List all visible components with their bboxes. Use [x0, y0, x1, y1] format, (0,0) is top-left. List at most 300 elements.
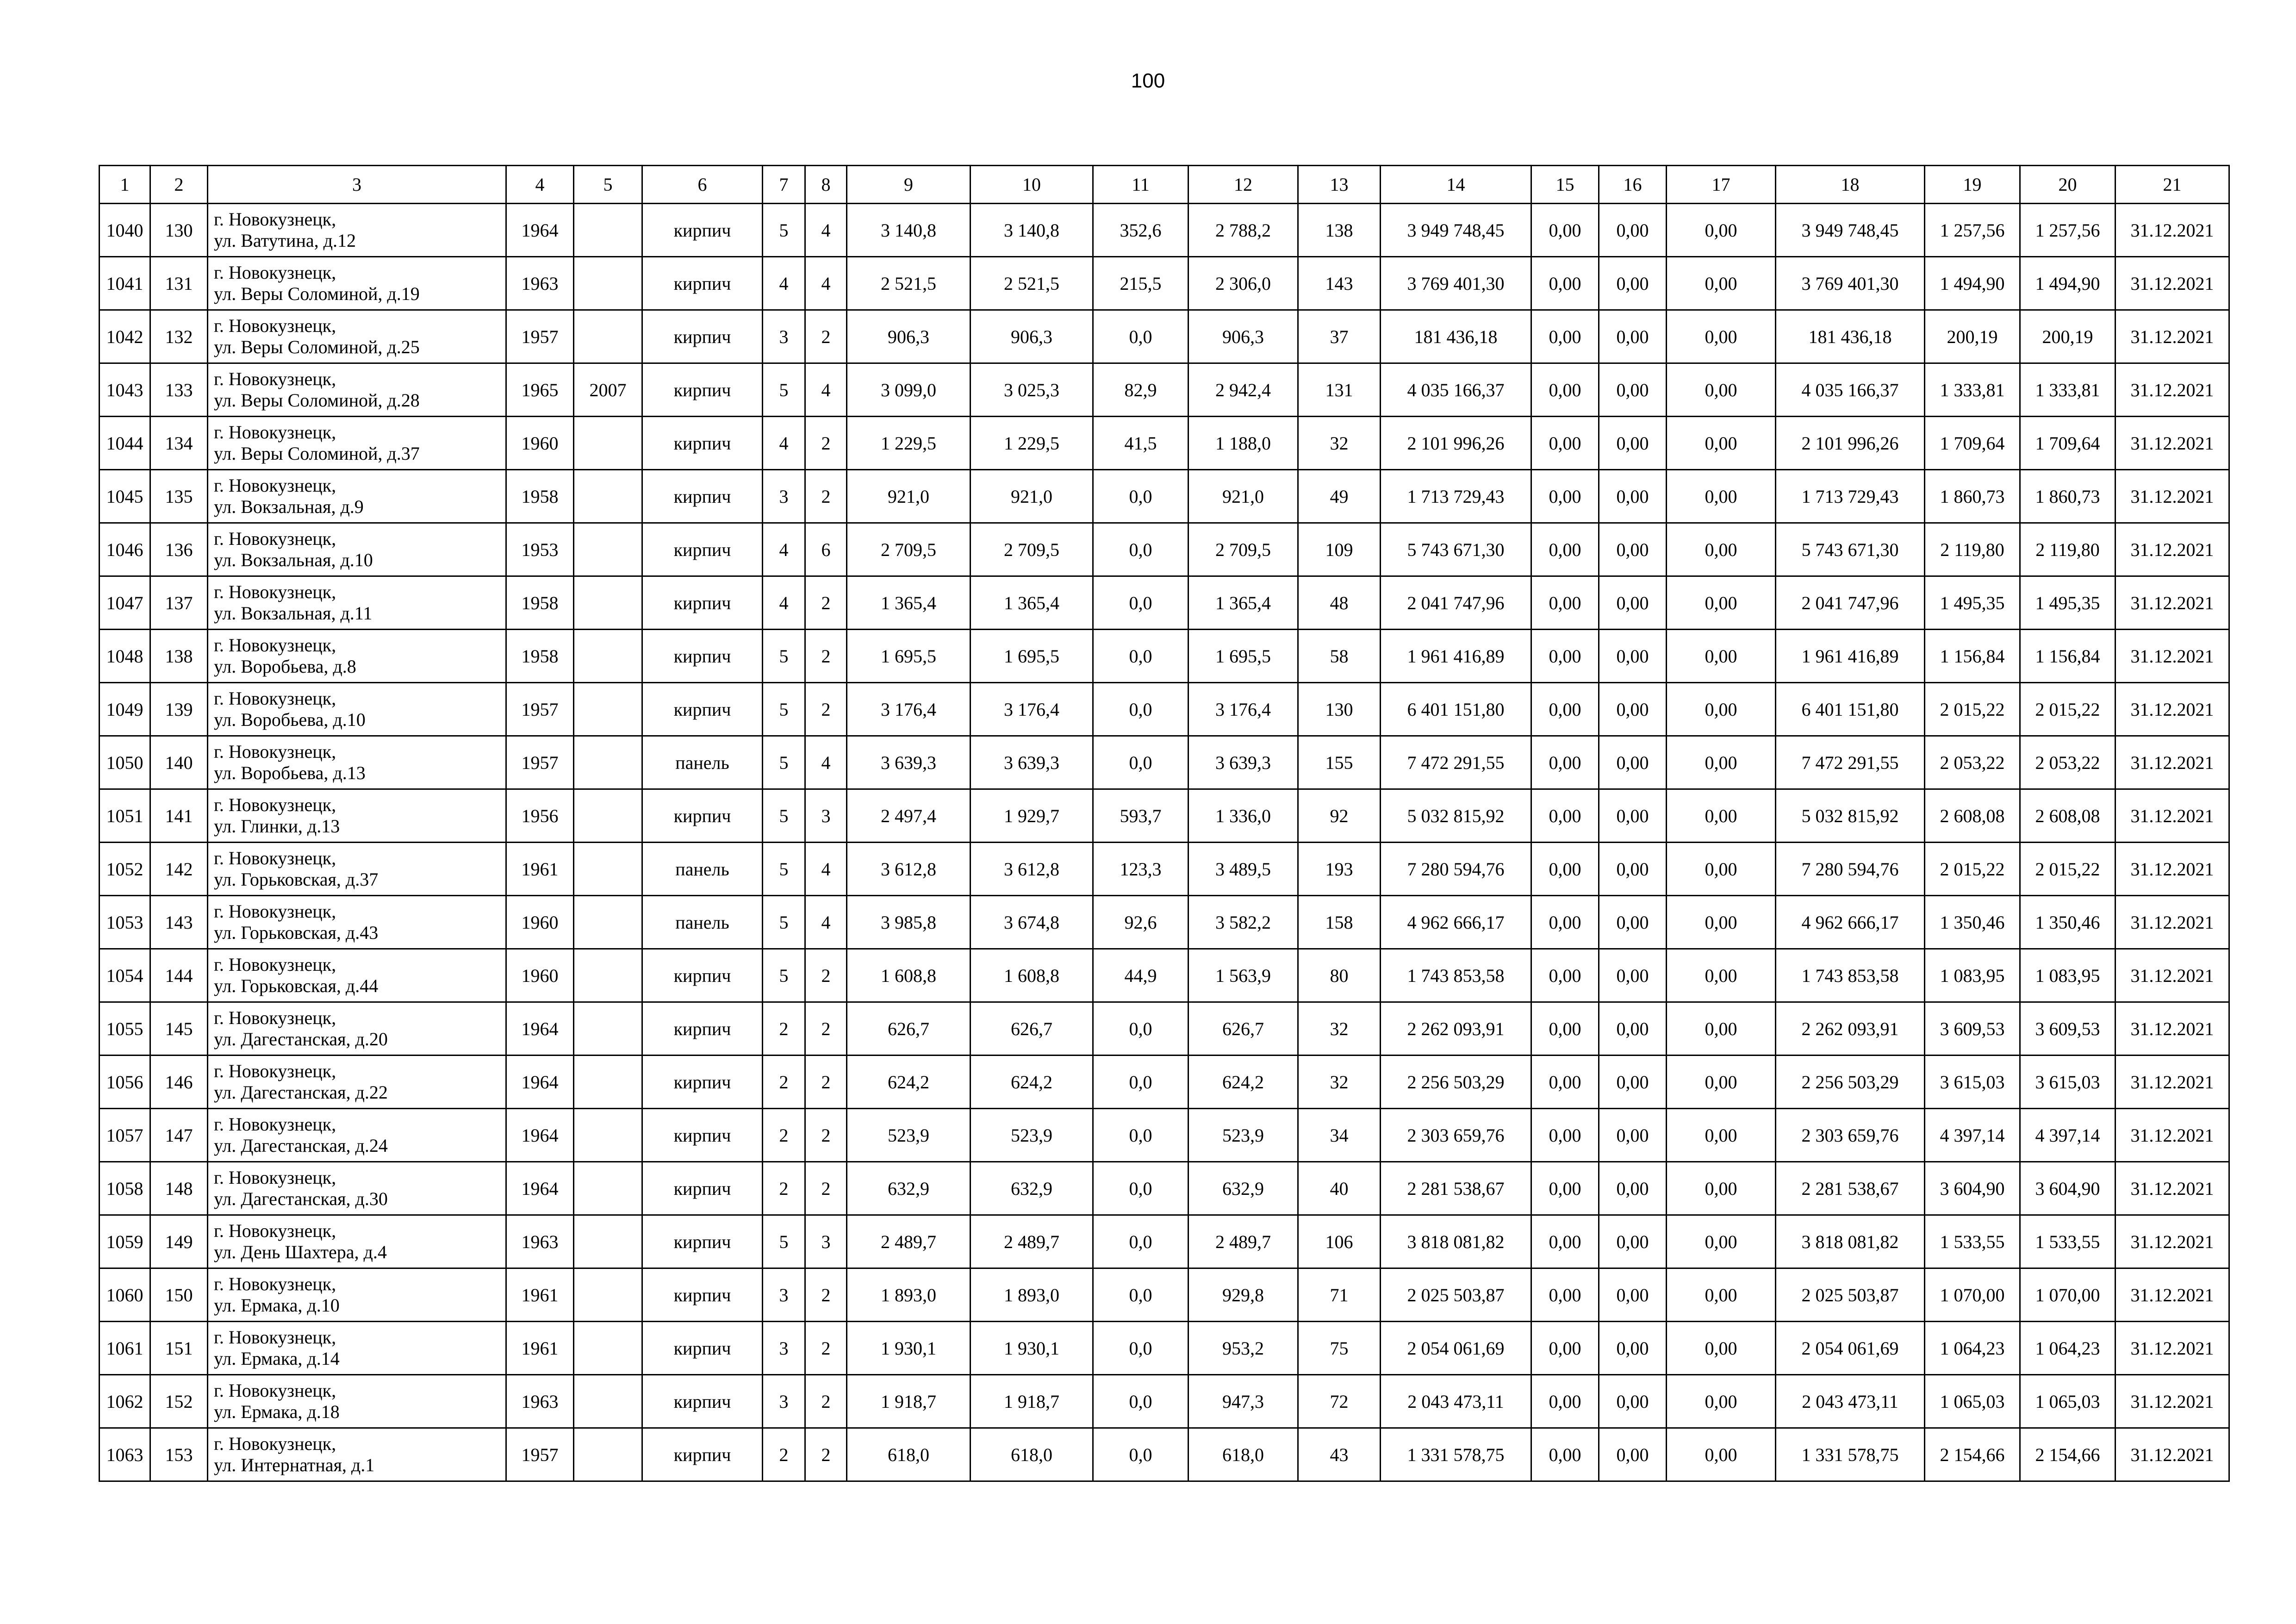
column-header-9: 9: [847, 166, 971, 204]
cell-col-20: 1 070,00: [2020, 1268, 2116, 1322]
cell-col-5: [574, 949, 642, 1002]
cell-col-9: 624,2: [847, 1056, 971, 1109]
address-cell: [208, 1002, 506, 1056]
table-row: [100, 736, 2229, 789]
cell-col-4: 1957: [506, 1428, 574, 1481]
cell-col-9: 2 521,5: [847, 257, 971, 310]
cell-col-16: 0,00: [1599, 789, 1667, 843]
address-cell: [208, 949, 506, 1002]
cell-col-7: 2: [763, 1056, 805, 1109]
address-street: ул. Вокзальная, д.10: [214, 550, 373, 570]
cell-col-5: [574, 470, 642, 523]
cell-col-17: 0,00: [1667, 417, 1776, 470]
cell-col-17: 0,00: [1667, 1162, 1776, 1215]
cell-col-19: 1 333,81: [1925, 363, 2020, 417]
cell-col-20: 1 333,81: [2020, 363, 2116, 417]
cell-col-21: 31.12.2021: [2116, 789, 2229, 843]
cell-col-6: кирпич: [642, 1002, 763, 1056]
cell-col-14: 2 256 503,29: [1381, 1056, 1531, 1109]
cell-col-18: 2 025 503,87: [1776, 1268, 1925, 1322]
table-row: [100, 1109, 2229, 1162]
cell-col-8: 2: [805, 310, 847, 363]
cell-col-4: 1957: [506, 683, 574, 736]
cell-col-9: 3 140,8: [847, 204, 971, 257]
table-row: [100, 789, 2229, 843]
cell-col-14: 3 949 748,45: [1381, 204, 1531, 257]
cell-col-15: 0,00: [1531, 523, 1599, 576]
cell-col-19: 3 609,53: [1925, 1002, 2020, 1056]
cell-col-6: кирпич: [642, 630, 763, 683]
cell-col-19: 1 350,46: [1925, 896, 2020, 949]
cell-col-21: 31.12.2021: [2116, 417, 2229, 470]
column-header-6: 6: [642, 166, 763, 204]
cell-col-8: 2: [805, 417, 847, 470]
cell-col-21: 31.12.2021: [2116, 949, 2229, 1002]
cell-col-5: [574, 896, 642, 949]
cell-col-10: 632,9: [971, 1162, 1093, 1215]
cell-col-11: 0,0: [1093, 310, 1188, 363]
cell-col-12: 624,2: [1188, 1056, 1298, 1109]
cell-col-1: 1042: [100, 310, 150, 363]
cell-col-5: [574, 683, 642, 736]
cell-col-8: 2: [805, 470, 847, 523]
cell-col-14: 2 043 473,11: [1381, 1375, 1531, 1428]
cell-col-10: 1 608,8: [971, 949, 1093, 1002]
cell-col-11: 593,7: [1093, 789, 1188, 843]
cell-col-5: [574, 417, 642, 470]
cell-col-1: 1046: [100, 523, 150, 576]
address-city: г. Новокузнецк,: [214, 1220, 336, 1241]
column-header-20: 20: [2020, 166, 2116, 204]
cell-col-8: 4: [805, 896, 847, 949]
cell-col-13: 92: [1298, 789, 1381, 843]
cell-col-14: 2 101 996,26: [1381, 417, 1531, 470]
cell-col-19: 1 070,00: [1925, 1268, 2020, 1322]
cell-col-18: 1 961 416,89: [1776, 630, 1925, 683]
cell-col-11: 0,0: [1093, 1162, 1188, 1215]
address-city: г. Новокузнецк,: [214, 1167, 336, 1188]
cell-col-16: 0,00: [1599, 949, 1667, 1002]
cell-col-17: 0,00: [1667, 1215, 1776, 1268]
address-city: г. Новокузнецк,: [214, 688, 336, 709]
cell-col-9: 3 639,3: [847, 736, 971, 789]
cell-col-13: 138: [1298, 204, 1381, 257]
cell-col-9: 1 918,7: [847, 1375, 971, 1428]
cell-col-2: 139: [150, 683, 208, 736]
cell-col-5: [574, 257, 642, 310]
cell-col-4: 1961: [506, 1322, 574, 1375]
cell-col-20: 1 860,73: [2020, 470, 2116, 523]
cell-col-2: 137: [150, 576, 208, 630]
cell-col-17: 0,00: [1667, 257, 1776, 310]
cell-col-1: 1055: [100, 1002, 150, 1056]
cell-col-5: [574, 1322, 642, 1375]
column-header-3: 3: [208, 166, 506, 204]
column-header-13: 13: [1298, 166, 1381, 204]
cell-col-11: 0,0: [1093, 1322, 1188, 1375]
cell-col-6: кирпич: [642, 683, 763, 736]
cell-col-21: 31.12.2021: [2116, 1109, 2229, 1162]
cell-col-8: 2: [805, 683, 847, 736]
cell-col-18: 4 962 666,17: [1776, 896, 1925, 949]
cell-col-20: 2 015,22: [2020, 843, 2116, 896]
cell-col-12: 953,2: [1188, 1322, 1298, 1375]
cell-col-4: 1958: [506, 630, 574, 683]
address-city: г. Новокузнецк,: [214, 475, 336, 496]
cell-col-17: 0,00: [1667, 896, 1776, 949]
address-city: г. Новокузнецк,: [214, 848, 336, 868]
cell-col-11: 0,0: [1093, 683, 1188, 736]
address-cell: [208, 896, 506, 949]
address-cell: [208, 363, 506, 417]
cell-col-10: 3 140,8: [971, 204, 1093, 257]
address-cell: [208, 1428, 506, 1481]
cell-col-14: 7 280 594,76: [1381, 843, 1531, 896]
cell-col-9: 523,9: [847, 1109, 971, 1162]
table-row: [100, 363, 2229, 417]
cell-col-19: 2 119,80: [1925, 523, 2020, 576]
cell-col-20: 3 609,53: [2020, 1002, 2116, 1056]
address-cell: [208, 1056, 506, 1109]
cell-col-8: 2: [805, 1162, 847, 1215]
cell-col-19: 3 604,90: [1925, 1162, 2020, 1215]
cell-col-17: 0,00: [1667, 630, 1776, 683]
cell-col-7: 5: [763, 896, 805, 949]
cell-col-14: 2 041 747,96: [1381, 576, 1531, 630]
cell-col-19: 200,19: [1925, 310, 2020, 363]
cell-col-14: 1 743 853,58: [1381, 949, 1531, 1002]
cell-col-9: 3 985,8: [847, 896, 971, 949]
cell-col-17: 0,00: [1667, 470, 1776, 523]
address-city: г. Новокузнецк,: [214, 1327, 336, 1348]
column-header-12: 12: [1188, 166, 1298, 204]
cell-col-21: 31.12.2021: [2116, 1375, 2229, 1428]
cell-col-14: 2 303 659,76: [1381, 1109, 1531, 1162]
cell-col-6: кирпич: [642, 310, 763, 363]
cell-col-2: 142: [150, 843, 208, 896]
table-row: [100, 1215, 2229, 1268]
cell-col-12: 3 639,3: [1188, 736, 1298, 789]
cell-col-7: 3: [763, 470, 805, 523]
address-street: ул. Горьковская, д.43: [214, 922, 379, 943]
cell-col-6: кирпич: [642, 1109, 763, 1162]
cell-col-21: 31.12.2021: [2116, 896, 2229, 949]
cell-col-11: 0,0: [1093, 1268, 1188, 1322]
table-row: [100, 1162, 2229, 1215]
address-city: г. Новокузнецк,: [214, 315, 336, 336]
cell-col-17: 0,00: [1667, 576, 1776, 630]
cell-col-12: 523,9: [1188, 1109, 1298, 1162]
cell-col-1: 1062: [100, 1375, 150, 1428]
cell-col-15: 0,00: [1531, 417, 1599, 470]
cell-col-7: 5: [763, 683, 805, 736]
cell-col-19: 1 533,55: [1925, 1215, 2020, 1268]
cell-col-6: кирпич: [642, 257, 763, 310]
cell-col-18: 5 743 671,30: [1776, 523, 1925, 576]
table-row: [100, 1428, 2229, 1481]
table-row: [100, 896, 2229, 949]
cell-col-20: 2 053,22: [2020, 736, 2116, 789]
cell-col-8: 3: [805, 1215, 847, 1268]
cell-col-16: 0,00: [1599, 1056, 1667, 1109]
cell-col-12: 1 563,9: [1188, 949, 1298, 1002]
cell-col-10: 2 489,7: [971, 1215, 1093, 1268]
cell-col-12: 947,3: [1188, 1375, 1298, 1428]
cell-col-13: 131: [1298, 363, 1381, 417]
cell-col-21: 31.12.2021: [2116, 1322, 2229, 1375]
column-header-21: 21: [2116, 166, 2229, 204]
cell-col-2: 153: [150, 1428, 208, 1481]
column-header-16: 16: [1599, 166, 1667, 204]
cell-col-12: 618,0: [1188, 1428, 1298, 1481]
cell-col-7: 5: [763, 843, 805, 896]
address-city: г. Новокузнецк,: [214, 1114, 336, 1135]
cell-col-8: 4: [805, 843, 847, 896]
cell-col-12: 2 788,2: [1188, 204, 1298, 257]
cell-col-15: 0,00: [1531, 630, 1599, 683]
cell-col-2: 138: [150, 630, 208, 683]
cell-col-8: 2: [805, 1375, 847, 1428]
cell-col-4: 1964: [506, 1056, 574, 1109]
cell-col-4: 1960: [506, 896, 574, 949]
address-cell: [208, 1109, 506, 1162]
cell-col-5: [574, 1056, 642, 1109]
table-row: [100, 1375, 2229, 1428]
cell-col-2: 151: [150, 1322, 208, 1375]
cell-col-2: 134: [150, 417, 208, 470]
address-city: г. Новокузнецк,: [214, 581, 336, 602]
cell-col-19: 2 015,22: [1925, 683, 2020, 736]
cell-col-1: 1040: [100, 204, 150, 257]
cell-col-4: 1964: [506, 1162, 574, 1215]
cell-col-4: 1963: [506, 257, 574, 310]
cell-col-7: 4: [763, 576, 805, 630]
cell-col-5: [574, 736, 642, 789]
address-cell: [208, 789, 506, 843]
address-street: ул. Дагестанская, д.22: [214, 1082, 388, 1103]
address-city: г. Новокузнецк,: [214, 1380, 336, 1401]
cell-col-10: 906,3: [971, 310, 1093, 363]
address-city: г. Новокузнецк,: [214, 794, 336, 815]
cell-col-11: 44,9: [1093, 949, 1188, 1002]
cell-col-19: 4 397,14: [1925, 1109, 2020, 1162]
cell-col-10: 1 893,0: [971, 1268, 1093, 1322]
address-city: г. Новокузнецк,: [214, 528, 336, 549]
address-cell: [208, 1268, 506, 1322]
cell-col-9: 1 365,4: [847, 576, 971, 630]
cell-col-4: 1960: [506, 949, 574, 1002]
cell-col-13: 155: [1298, 736, 1381, 789]
cell-col-1: 1045: [100, 470, 150, 523]
cell-col-6: кирпич: [642, 1162, 763, 1215]
cell-col-1: 1048: [100, 630, 150, 683]
cell-col-8: 2: [805, 949, 847, 1002]
cell-col-20: 2 608,08: [2020, 789, 2116, 843]
cell-col-6: кирпич: [642, 1322, 763, 1375]
cell-col-18: 2 281 538,67: [1776, 1162, 1925, 1215]
cell-col-8: 3: [805, 789, 847, 843]
column-header-19: 19: [1925, 166, 2020, 204]
cell-col-4: 1961: [506, 1268, 574, 1322]
address-city: г. Новокузнецк,: [214, 422, 336, 443]
cell-col-13: 75: [1298, 1322, 1381, 1375]
cell-col-4: 1957: [506, 310, 574, 363]
table-row: [100, 1002, 2229, 1056]
cell-col-7: 3: [763, 1375, 805, 1428]
cell-col-10: 1 695,5: [971, 630, 1093, 683]
address-street: ул. Ермака, д.14: [214, 1348, 340, 1369]
cell-col-12: 921,0: [1188, 470, 1298, 523]
cell-col-18: 3 769 401,30: [1776, 257, 1925, 310]
cell-col-10: 1 365,4: [971, 576, 1093, 630]
cell-col-20: 3 615,03: [2020, 1056, 2116, 1109]
cell-col-2: 145: [150, 1002, 208, 1056]
cell-col-11: 92,6: [1093, 896, 1188, 949]
cell-col-4: 1961: [506, 843, 574, 896]
cell-col-4: 1963: [506, 1215, 574, 1268]
cell-col-15: 0,00: [1531, 896, 1599, 949]
cell-col-7: 5: [763, 789, 805, 843]
cell-col-9: 1 608,8: [847, 949, 971, 1002]
housing-registry-table: [99, 165, 2230, 1482]
cell-col-9: 2 497,4: [847, 789, 971, 843]
cell-col-6: кирпич: [642, 470, 763, 523]
table-row: [100, 576, 2229, 630]
cell-col-12: 1 365,4: [1188, 576, 1298, 630]
cell-col-7: 4: [763, 257, 805, 310]
table-row: [100, 417, 2229, 470]
address-city: г. Новокузнецк,: [214, 741, 336, 762]
address-city: г. Новокузнецк,: [214, 954, 336, 975]
cell-col-8: 2: [805, 1322, 847, 1375]
cell-col-13: 193: [1298, 843, 1381, 896]
cell-col-15: 0,00: [1531, 1428, 1599, 1481]
cell-col-14: 2 025 503,87: [1381, 1268, 1531, 1322]
cell-col-4: 1958: [506, 576, 574, 630]
cell-col-20: 1 495,35: [2020, 576, 2116, 630]
cell-col-9: 626,7: [847, 1002, 971, 1056]
cell-col-7: 2: [763, 1428, 805, 1481]
address-street: ул. Воробьева, д.10: [214, 709, 366, 730]
cell-col-10: 1 229,5: [971, 417, 1093, 470]
cell-col-15: 0,00: [1531, 1109, 1599, 1162]
cell-col-11: 0,0: [1093, 1375, 1188, 1428]
cell-col-11: 352,6: [1093, 204, 1188, 257]
table-row: [100, 1322, 2229, 1375]
cell-col-1: 1063: [100, 1428, 150, 1481]
address-street: ул. Веры Соломиной, д.37: [214, 443, 420, 464]
cell-col-10: 3 612,8: [971, 843, 1093, 896]
address-cell: [208, 310, 506, 363]
address-city: г. Новокузнецк,: [214, 1274, 336, 1294]
cell-col-2: 147: [150, 1109, 208, 1162]
cell-col-9: 2 709,5: [847, 523, 971, 576]
cell-col-1: 1041: [100, 257, 150, 310]
cell-col-6: кирпич: [642, 1268, 763, 1322]
cell-col-11: 215,5: [1093, 257, 1188, 310]
cell-col-14: 1 331 578,75: [1381, 1428, 1531, 1481]
cell-col-2: 143: [150, 896, 208, 949]
cell-col-17: 0,00: [1667, 1428, 1776, 1481]
cell-col-15: 0,00: [1531, 204, 1599, 257]
cell-col-1: 1050: [100, 736, 150, 789]
cell-col-20: 2 119,80: [2020, 523, 2116, 576]
cell-col-6: кирпич: [642, 949, 763, 1002]
cell-col-6: кирпич: [642, 417, 763, 470]
address-street: ул. Горьковская, д.37: [214, 869, 379, 890]
cell-col-13: 106: [1298, 1215, 1381, 1268]
cell-col-12: 632,9: [1188, 1162, 1298, 1215]
cell-col-6: кирпич: [642, 789, 763, 843]
cell-col-10: 1 929,7: [971, 789, 1093, 843]
cell-col-1: 1056: [100, 1056, 150, 1109]
cell-col-13: 130: [1298, 683, 1381, 736]
table-row: [100, 949, 2229, 1002]
cell-col-4: 1956: [506, 789, 574, 843]
cell-col-13: 40: [1298, 1162, 1381, 1215]
cell-col-6: панель: [642, 843, 763, 896]
cell-col-8: 2: [805, 576, 847, 630]
cell-col-18: 1 331 578,75: [1776, 1428, 1925, 1481]
cell-col-15: 0,00: [1531, 1268, 1599, 1322]
column-header-18: 18: [1776, 166, 1925, 204]
cell-col-10: 2 521,5: [971, 257, 1093, 310]
cell-col-17: 0,00: [1667, 310, 1776, 363]
address-street: ул. Воробьева, д.13: [214, 762, 366, 783]
cell-col-18: 181 436,18: [1776, 310, 1925, 363]
cell-col-7: 5: [763, 630, 805, 683]
cell-col-8: 4: [805, 363, 847, 417]
cell-col-18: 1 743 853,58: [1776, 949, 1925, 1002]
cell-col-11: 123,3: [1093, 843, 1188, 896]
address-street: ул. Ермака, д.10: [214, 1295, 340, 1316]
cell-col-2: 133: [150, 363, 208, 417]
cell-col-5: [574, 310, 642, 363]
cell-col-11: 0,0: [1093, 576, 1188, 630]
cell-col-21: 31.12.2021: [2116, 363, 2229, 417]
cell-col-19: 2 608,08: [1925, 789, 2020, 843]
cell-col-20: 200,19: [2020, 310, 2116, 363]
cell-col-19: 2 015,22: [1925, 843, 2020, 896]
cell-col-7: 5: [763, 363, 805, 417]
cell-col-4: 1964: [506, 204, 574, 257]
cell-col-15: 0,00: [1531, 1215, 1599, 1268]
cell-col-16: 0,00: [1599, 363, 1667, 417]
address-cell: [208, 843, 506, 896]
cell-col-13: 80: [1298, 949, 1381, 1002]
cell-col-17: 0,00: [1667, 363, 1776, 417]
cell-col-21: 31.12.2021: [2116, 1428, 2229, 1481]
cell-col-4: 1965: [506, 363, 574, 417]
cell-col-20: 1 709,64: [2020, 417, 2116, 470]
cell-col-1: 1057: [100, 1109, 150, 1162]
cell-col-21: 31.12.2021: [2116, 1215, 2229, 1268]
address-cell: [208, 630, 506, 683]
cell-col-12: 2 709,5: [1188, 523, 1298, 576]
cell-col-1: 1052: [100, 843, 150, 896]
address-city: г. Новокузнецк,: [214, 635, 336, 656]
cell-col-16: 0,00: [1599, 1375, 1667, 1428]
cell-col-20: 1 064,23: [2020, 1322, 2116, 1375]
cell-col-17: 0,00: [1667, 204, 1776, 257]
address-street: ул. Вокзальная, д.11: [214, 603, 373, 624]
cell-col-2: 140: [150, 736, 208, 789]
cell-col-14: 4 035 166,37: [1381, 363, 1531, 417]
cell-col-15: 0,00: [1531, 363, 1599, 417]
cell-col-21: 31.12.2021: [2116, 1268, 2229, 1322]
cell-col-17: 0,00: [1667, 1268, 1776, 1322]
cell-col-1: 1059: [100, 1215, 150, 1268]
